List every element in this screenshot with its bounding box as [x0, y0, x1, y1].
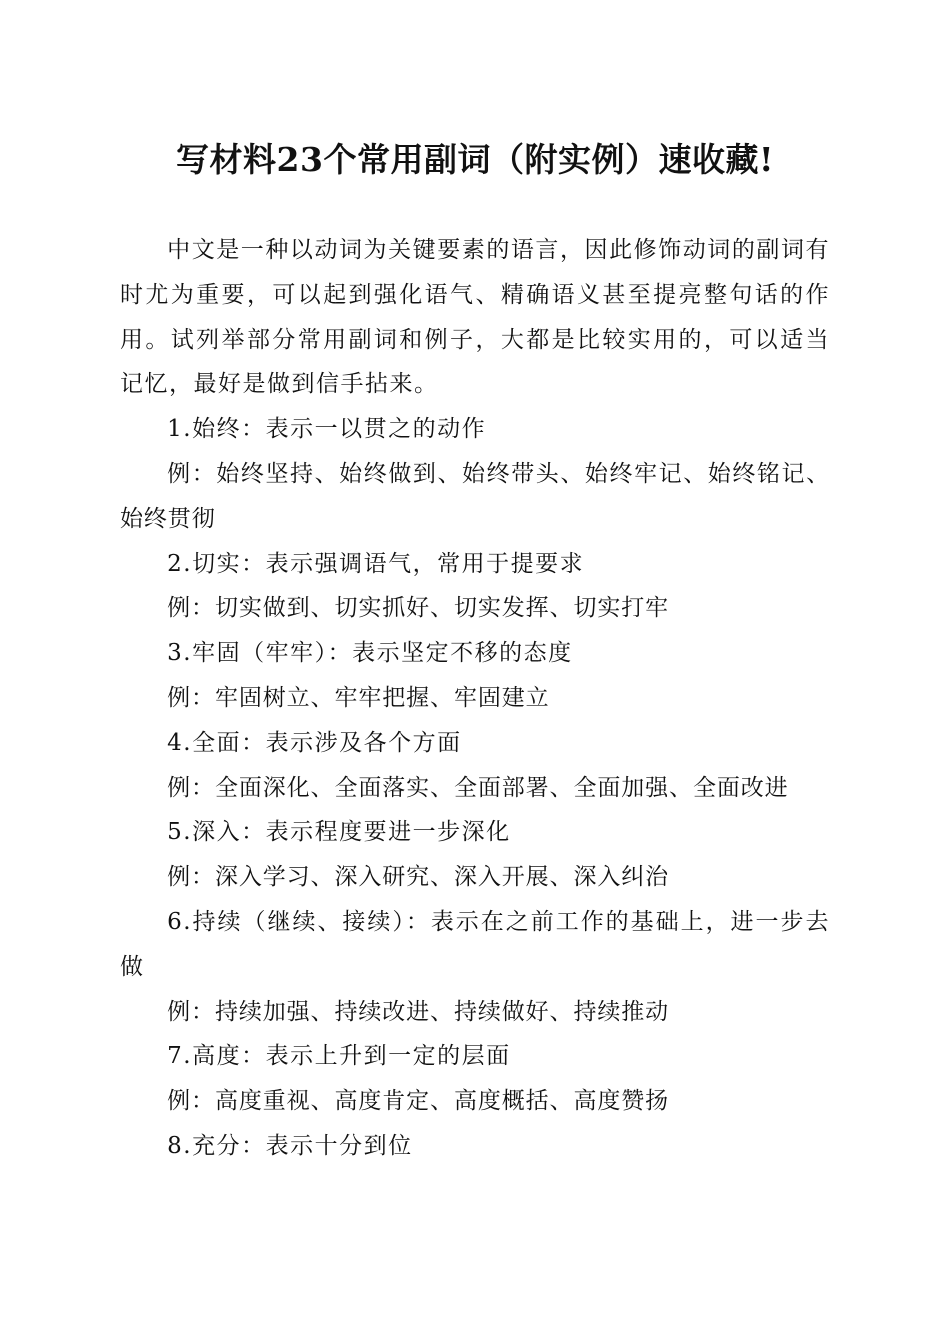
item-heading: 6.持续（继续、接续）：表示在之前工作的基础上，进一步去做 — [120, 908, 830, 980]
intro-paragraph: 中文是一种以动词为关键要素的语言，因此修饰动词的副词有时尤为重要，可以起到强化语气、精确语义甚至提亮整句话的作用。试列举部分常用副词和例子，大都是比较实用的，可以适当记忆，最好是做到信手拈来。 — [120, 237, 830, 398]
item-heading: 3.牢固（牢牢）：表示坚定不移的态度 — [167, 640, 573, 667]
item-heading: 1.始终：表示一以贯之的动作 — [167, 416, 487, 443]
item-heading: 2.切实：表示强调语气，常用于提要求 — [167, 550, 585, 577]
document-body — [120, 228, 830, 1169]
item-heading: 4.全面：表示涉及各个方面 — [167, 729, 462, 756]
item-heading: 5.深入：表示程度要进一步深化 — [167, 819, 511, 846]
item-heading: 7.高度：表示上升到一定的层面 — [167, 1043, 511, 1070]
item-example: 例：切实做到、切实抓好、切实发挥、切实打牢 — [167, 595, 670, 622]
item-example: 例：高度重视、高度肯定、高度概括、高度赞扬 — [167, 1088, 670, 1115]
document-title: 写材料23个常用副词（附实例）速收藏! — [176, 140, 774, 179]
item-example: 例：牢固树立、牢牢把握、牢固建立 — [167, 684, 550, 711]
item-example: 例：持续加强、持续改进、持续做好、持续推动 — [167, 998, 670, 1025]
item-example: 例：深入学习、深入研究、深入开展、深入纠治 — [167, 864, 670, 891]
item-example: 例：全面深化、全面落实、全面部署、全面加强、全面改进 — [167, 774, 789, 801]
item-heading: 8.充分：表示十分到位 — [167, 1132, 413, 1159]
item-example: 例：始终坚持、始终做到、始终带头、始终牢记、始终铭记、始终贯彻 — [120, 460, 830, 532]
